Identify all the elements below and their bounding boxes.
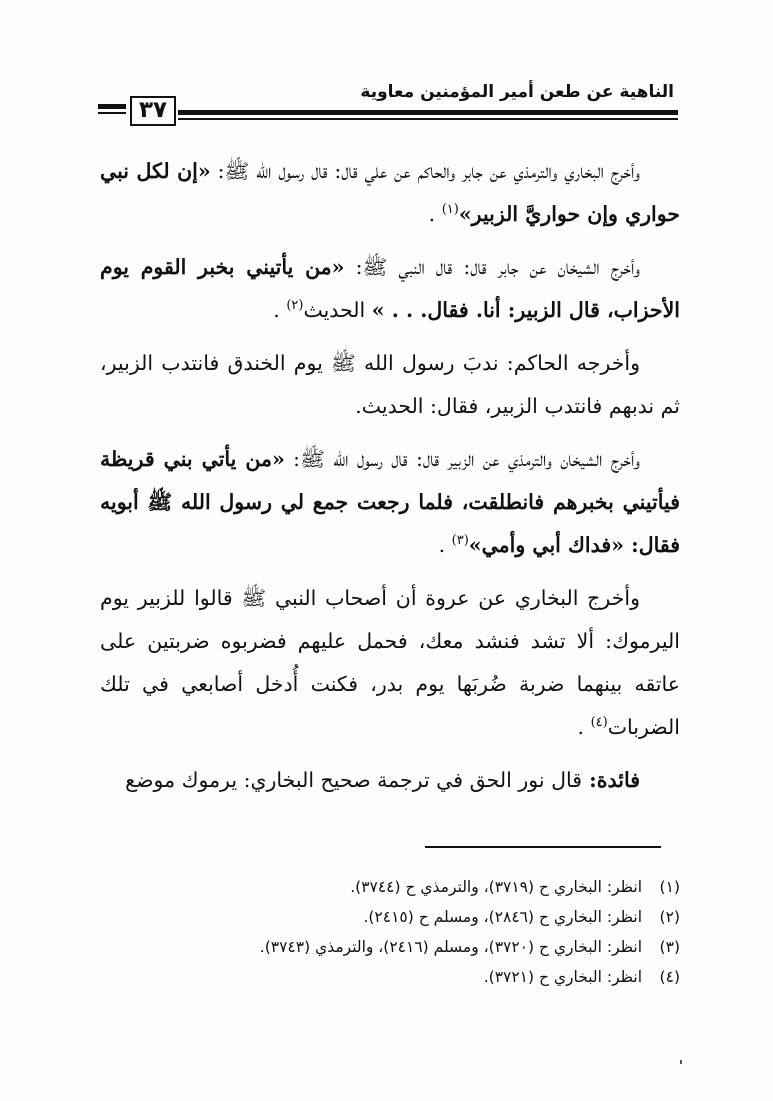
footnote-item: (٤)انظر: البخاري ح (٣٧٢١). — [483, 968, 680, 986]
paragraph-2: وأخرج الشيخان عن جابر قال: قال النبي ﷺ: «من يأتيني بخبر القوم يوم الأحزاب، قال الزبير: أنا. فقال. . . » الحديث$^{(٢)}$ . — [100, 255, 680, 322]
paragraph-4: وأخرج الشيخان والترمذي عن الزبير قال: قال رسول الله ﷺ: «من يأتي بني قريظة فيأتيني بخبرهم فانطلقت، فلما رجعت جمع لي رسول الله ﷺ أبويه فقال: «فداك أبي وأمي»$^{(٣)}$ . — [100, 447, 680, 557]
running-header — [98, 84, 678, 134]
paragraph-3: وأخرجه الحاكم: ندبَ رسول الله ﷺ يوم الخندق فانتدب الزبير، ثم ندبهم فانتدب الزبير، فقال: الحديث. — [100, 351, 680, 418]
hadith-quote: «إن لكل نبي حواري وإن حواريَّ الزبير» — [100, 159, 680, 226]
header-rule-left — [98, 104, 126, 114]
main-text — [100, 150, 680, 812]
hadith-quote: «فداك أبي وأمي» — [468, 533, 624, 557]
scan-speck — [680, 1060, 682, 1064]
footnote-item: (٢)انظر: البخاري ح (٢٨٤٦)، ومسلم ح (٢٤١٥). — [363, 908, 680, 926]
paragraph-5: وأخرج البخاري عن عروة أن أصحاب النبي ﷺ قالوا للزبير يوم اليرموك: ألا تشد فنشد معك، فحمل عليهم فضربوه ضربتين على عاتقه بينهما ضربة ضُربَها يوم بدر، فكنت أُدخل أصابعي في تلك الضربات$^{(٤)}$ . — [100, 586, 680, 739]
page-number: ٣٧ — [130, 96, 176, 126]
footnote-ref: (١) — [441, 202, 459, 218]
note-label: فائدة: — [582, 768, 640, 792]
paragraph-6: فائدة: قال نور الحق في ترجمة صحيح البخاري: يرموك موضع — [125, 768, 640, 792]
footnote-ref: (٢) — [286, 298, 304, 314]
footnotes — [150, 872, 680, 992]
header-title: الناهية عن طعن أمير المؤمنين معاوية — [360, 82, 674, 102]
footnote-separator — [425, 846, 661, 848]
header-rule-right — [178, 110, 678, 120]
hadith-quote: «من يأتيني بخبر القوم يوم الأحزاب، قال الزبير: أنا. فقال. . . » — [100, 255, 680, 322]
footnote-item: (١)انظر: البخاري ح (٣٧١٩)، والترمذي ح (٣٧٤٤). — [350, 878, 680, 896]
footnote-ref: (٣) — [451, 533, 469, 549]
footnote-ref: (٤) — [590, 715, 608, 731]
paragraph-1: وأخرج البخاري والترمذي عن جابر والحاكم عن علي قال: قال رسول الله ﷺ: «إن لكل نبي حواري وإن حواريَّ الزبير»$^{(١)}$ . — [100, 159, 680, 226]
hadith-quote: «من يأتي بني قريظة فيأتيني بخبرهم فانطلقت، فلما رجعت جمع لي رسول الله ﷺ أبويه فقال: — [100, 447, 680, 557]
footnote-item: (٣)انظر: البخاري ح (٣٧٢٠)، ومسلم (٢٤١٦)، والترمذي (٣٧٤٣). — [259, 938, 680, 956]
